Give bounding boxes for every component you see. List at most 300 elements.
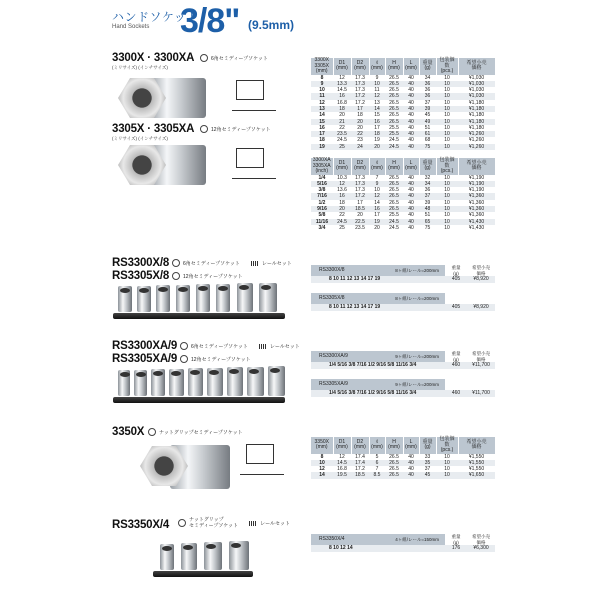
set-code: RS3305XA/9 bbox=[319, 381, 348, 387]
table-cell: 18 bbox=[319, 137, 325, 144]
rail-icon bbox=[251, 261, 259, 266]
table-cell: 10 bbox=[444, 466, 450, 473]
mini-socket bbox=[216, 284, 230, 312]
table-cell: 15 bbox=[311, 119, 333, 125]
table-cell: 20 bbox=[374, 224, 380, 231]
table-cell: 7 bbox=[375, 466, 379, 473]
table-cell: 10 bbox=[444, 87, 450, 94]
table-cell: ¥1,260 bbox=[468, 137, 485, 144]
table-cell: 33 bbox=[424, 453, 431, 460]
table-cell: 24.5 bbox=[385, 144, 403, 150]
table-cell: 40 bbox=[403, 144, 419, 150]
table-cell: 13 bbox=[374, 99, 380, 106]
table-cell: 34 bbox=[419, 181, 436, 187]
rail-bar bbox=[153, 571, 253, 577]
mini-socket bbox=[134, 370, 147, 396]
table-cell: 5/16 bbox=[311, 181, 333, 187]
set-code-bar bbox=[311, 534, 445, 545]
rail-icon bbox=[259, 344, 267, 349]
set-symbol-2 bbox=[172, 272, 243, 280]
table-cell: 25.5 bbox=[389, 124, 399, 131]
price-header: 希望小売 価格 bbox=[472, 265, 490, 276]
spacer bbox=[311, 321, 495, 351]
table-cell: 17 bbox=[374, 212, 380, 219]
table-cell: 8 bbox=[320, 74, 324, 81]
table-cell: 40 bbox=[403, 119, 419, 125]
spec-table-3350x bbox=[311, 437, 496, 479]
table-header-row bbox=[311, 158, 495, 175]
table-cell: ¥1,650 bbox=[458, 472, 495, 478]
mini-socket bbox=[204, 542, 222, 570]
category-title-en: Hand Sockets bbox=[112, 24, 150, 30]
table-cell: 17.3 bbox=[355, 187, 365, 194]
symbol-label: 12角セミディープソケット bbox=[183, 273, 243, 280]
rail-label: レールセット bbox=[269, 343, 300, 350]
product-sub-3300x: (ミリサイズ) (インチサイズ) bbox=[112, 65, 168, 70]
table-cell: 26.5 bbox=[389, 187, 399, 194]
column-header: D2 (mm) bbox=[351, 58, 369, 75]
table-cell: 10 bbox=[444, 137, 450, 144]
table-cell: 40 bbox=[408, 174, 414, 181]
table-cell: 23 bbox=[357, 137, 363, 144]
table-cell: 3/8 bbox=[318, 187, 326, 194]
table-cell: 10 bbox=[311, 460, 333, 466]
table-cell: 10 bbox=[436, 93, 458, 99]
set-title-rs3300xa9: RS3300XA/9 bbox=[112, 340, 178, 352]
table-cell: 17 bbox=[311, 131, 333, 137]
rail-bar bbox=[113, 313, 285, 319]
table-cell: 40 bbox=[408, 187, 414, 194]
set-title-rs3350x4: RS3350X/4 bbox=[112, 519, 170, 531]
product-sub-3305x: (ミリサイズ) (インチサイズ) bbox=[112, 136, 168, 141]
table-cell: 26.5 bbox=[389, 199, 399, 206]
table-cell: 12 bbox=[319, 466, 325, 473]
symbol-label: 6角セミディープソケット bbox=[191, 343, 248, 350]
twelve-point-symbol-icon bbox=[200, 125, 208, 133]
mini-socket bbox=[237, 283, 253, 312]
table-cell: 24.5 bbox=[389, 137, 399, 144]
table-cell: ¥1,180 bbox=[468, 99, 485, 106]
column-header: 包装個数 (pcs.) bbox=[436, 58, 458, 75]
table-cell: ¥1,360 bbox=[458, 193, 495, 199]
table-cell: 75 bbox=[424, 224, 431, 231]
column-header: H (mm) bbox=[385, 58, 403, 75]
weight-header: 重量 (g) bbox=[451, 265, 461, 276]
table-cell: 19.5 bbox=[333, 472, 351, 478]
set-values-row bbox=[311, 390, 495, 397]
spec-table-inch bbox=[311, 158, 496, 231]
table-cell: 16 bbox=[333, 93, 351, 99]
table-cell: 40 bbox=[408, 137, 414, 144]
table-cell: 19 bbox=[374, 137, 380, 144]
set-price: ¥8,920 bbox=[473, 304, 489, 310]
table-cell: ¥1,030 bbox=[458, 93, 495, 99]
twelve-point-symbol-icon bbox=[172, 272, 180, 280]
mini-socket bbox=[181, 543, 197, 570]
table-cell: 26.5 bbox=[389, 466, 399, 473]
table-cell: 18 bbox=[339, 199, 345, 206]
table-cell: 26.5 bbox=[389, 74, 399, 81]
table-cell: 10 bbox=[444, 74, 450, 81]
table-cell: 36 bbox=[424, 187, 431, 194]
set-values-row bbox=[311, 304, 495, 311]
symbol-3305x bbox=[200, 125, 271, 133]
symbol-label: 12角セミディープソケット bbox=[191, 356, 251, 363]
column-header: 3300X 3305X (mm) bbox=[311, 58, 333, 75]
set-desc: 9ヶ組/レール=200mm bbox=[395, 354, 439, 359]
table-cell: 18.5 bbox=[351, 206, 369, 212]
table-cell: ¥1,360 bbox=[468, 212, 485, 219]
table-cell: 12 bbox=[339, 453, 345, 460]
set-code-bar bbox=[311, 379, 445, 390]
table-cell: ¥1,260 bbox=[458, 144, 495, 150]
table-cell: 10 bbox=[444, 99, 450, 106]
table-cell: 10.3 bbox=[337, 174, 347, 181]
table-cell: 40 bbox=[408, 112, 414, 119]
table-cell: 10 bbox=[436, 460, 458, 466]
set-sizes: 1/4 5/16 3/8 7/16 1/2 9/16 5/8 11/16 3/4 bbox=[329, 362, 417, 368]
mini-socket bbox=[196, 284, 210, 312]
set-spec-list bbox=[311, 265, 495, 407]
table-cell: 26.5 bbox=[389, 174, 399, 181]
table-cell: 17 bbox=[357, 199, 363, 206]
set-symbol-4 bbox=[180, 355, 251, 363]
set-code: RS3300XA/9 bbox=[319, 353, 348, 359]
table-cell: 13 bbox=[311, 106, 333, 112]
table-cell: 10 bbox=[436, 181, 458, 187]
table-cell: 20 bbox=[333, 206, 351, 212]
set-values-row bbox=[311, 362, 495, 369]
table-cell: ¥1,180 bbox=[468, 124, 485, 131]
mini-socket bbox=[151, 369, 165, 396]
table-cell: 20 bbox=[369, 144, 385, 150]
table-cell: 10 bbox=[444, 224, 450, 231]
table-cell: 68 bbox=[424, 137, 431, 144]
table-cell: ¥1,190 bbox=[458, 181, 495, 187]
table-cell: 23.5 bbox=[333, 131, 351, 137]
table-cell: 37 bbox=[419, 193, 436, 199]
dimension-line bbox=[232, 178, 276, 179]
set-block-header bbox=[311, 265, 495, 276]
table-cell: 24.5 bbox=[385, 219, 403, 225]
table-cell: 13.6 bbox=[337, 187, 347, 194]
table-cell: ¥1,030 bbox=[468, 87, 485, 94]
category-title-jp: ハンドソケット bbox=[112, 10, 199, 24]
table-cell: 17 bbox=[351, 106, 369, 112]
table-cell: ¥1,430 bbox=[458, 219, 495, 225]
table-cell: 26.5 bbox=[389, 453, 399, 460]
table-cell: 75 bbox=[419, 144, 436, 150]
set-symbol-3 bbox=[180, 342, 300, 350]
rail-icon bbox=[249, 521, 257, 526]
table-cell: 12 bbox=[369, 193, 385, 199]
spec-table-mm bbox=[311, 58, 496, 150]
table-cell: 17.3 bbox=[355, 74, 365, 81]
table-cell: 6 bbox=[369, 460, 385, 466]
price-header: 希望小売 価格 bbox=[472, 351, 490, 362]
table-cell: 10 bbox=[444, 212, 450, 219]
mini-socket bbox=[118, 286, 132, 312]
table-cell: 24.5 bbox=[337, 137, 347, 144]
set-desc: 8ヶ組/レール=200mm bbox=[395, 296, 439, 301]
table-cell: 19 bbox=[369, 219, 385, 225]
table-cell: 14 bbox=[311, 472, 333, 478]
table-cell: 26.5 bbox=[389, 99, 399, 106]
table-cell: 14 bbox=[374, 199, 380, 206]
table-row bbox=[311, 225, 495, 231]
table-cell: 35 bbox=[419, 460, 436, 466]
set-code-bar bbox=[311, 293, 445, 304]
table-cell: 37 bbox=[424, 466, 431, 473]
table-cell: 40 bbox=[403, 131, 419, 137]
set-code-bar bbox=[311, 351, 445, 362]
hex-symbol-icon bbox=[180, 342, 188, 350]
table-cell: 40 bbox=[403, 219, 419, 225]
table-cell: 11 bbox=[311, 93, 333, 99]
set-sizes: 1/4 5/16 3/8 7/16 1/2 9/16 5/8 11/16 3/4 bbox=[329, 390, 417, 396]
mini-socket bbox=[137, 286, 151, 312]
table-cell: 20 bbox=[339, 112, 345, 119]
price-header: 希望小売 価格 bbox=[472, 534, 490, 545]
table-cell: ¥1,180 bbox=[468, 112, 485, 119]
set-values-row bbox=[311, 545, 495, 552]
table-cell: 26.5 bbox=[385, 119, 403, 125]
table-cell: 10 bbox=[436, 81, 458, 87]
table-cell: 39 bbox=[419, 106, 436, 112]
table-cell: 26.5 bbox=[389, 87, 399, 94]
table-cell: ¥1,190 bbox=[468, 174, 485, 181]
table-cell: 36 bbox=[424, 87, 431, 94]
table-cell: ¥1,430 bbox=[468, 224, 485, 231]
table-cell: 10 bbox=[436, 144, 458, 150]
table-cell: 9 bbox=[311, 81, 333, 87]
table-cell: 39 bbox=[424, 199, 431, 206]
table-cell: 16 bbox=[333, 193, 351, 199]
table-cell: 25.5 bbox=[389, 212, 399, 219]
table-cell: 17.3 bbox=[355, 87, 365, 94]
set-spec-rs3350x4 bbox=[311, 534, 495, 562]
symbol-3300x bbox=[200, 54, 268, 62]
table-cell: 10 bbox=[374, 187, 380, 194]
column-header: 希望小売 価格 bbox=[458, 437, 495, 454]
table-cell: 7/16 bbox=[311, 193, 333, 199]
table-cell: 25.5 bbox=[385, 131, 403, 137]
table-cell: 9 bbox=[369, 181, 385, 187]
nut-grip-symbol-icon bbox=[178, 519, 186, 527]
table-cell: 24 bbox=[351, 144, 369, 150]
table-cell: 26.5 bbox=[385, 206, 403, 212]
set-block bbox=[311, 293, 495, 311]
table-cell: 48 bbox=[419, 206, 436, 212]
set-desc: 9ヶ組/レール=200mm bbox=[395, 382, 439, 387]
symbol-label: 6角セミディープソケット bbox=[183, 260, 240, 267]
table-cell: 12 bbox=[333, 181, 351, 187]
rail-label: レールセット bbox=[260, 520, 290, 527]
table-cell: 21 bbox=[333, 119, 351, 125]
table-cell: 11 bbox=[374, 87, 380, 94]
set-code: RS3350X/4 bbox=[319, 536, 345, 542]
mini-socket bbox=[118, 370, 130, 396]
column-header: D1 (mm) bbox=[333, 437, 351, 454]
column-header: L (mm) bbox=[403, 58, 419, 75]
table-cell: 12 bbox=[339, 74, 345, 81]
mini-socket bbox=[268, 366, 285, 396]
table-cell: 10 bbox=[444, 453, 450, 460]
table-cell: 8.5 bbox=[369, 472, 385, 478]
table-cell: 17.2 bbox=[355, 99, 365, 106]
column-header: H (mm) bbox=[385, 158, 403, 175]
set-sizes: 8 10 11 12 13 14 17 19 bbox=[329, 276, 381, 282]
weight-header: 重量 (g) bbox=[451, 534, 461, 545]
table-cell: 17.4 bbox=[351, 460, 369, 466]
table-cell: 40 bbox=[408, 224, 414, 231]
column-header: H (mm) bbox=[385, 437, 403, 454]
column-header: ℓ (mm) bbox=[369, 158, 385, 175]
table-cell: 3/4 bbox=[318, 224, 326, 231]
set-title-rs3305x8: RS3305X/8 bbox=[112, 270, 170, 282]
column-header: 希望小売 価格 bbox=[458, 158, 495, 175]
table-cell: 22 bbox=[339, 212, 345, 219]
table-cell: 26.5 bbox=[385, 81, 403, 87]
table-cell: 15 bbox=[374, 112, 380, 119]
table-cell: 7 bbox=[375, 174, 379, 181]
set-block bbox=[311, 265, 495, 283]
table-cell: 10 bbox=[444, 112, 450, 119]
table-cell: 65 bbox=[419, 219, 436, 225]
product-title-3350x: 3350X bbox=[112, 426, 145, 438]
table-cell: 25 bbox=[339, 224, 345, 231]
column-header: 包装個数 (pcs.) bbox=[436, 437, 458, 454]
set-block-header bbox=[311, 351, 495, 362]
table-cell: 61 bbox=[419, 131, 436, 137]
table-cell: 40 bbox=[403, 93, 419, 99]
table-cell: 45 bbox=[424, 112, 431, 119]
table-cell: 40 bbox=[408, 99, 414, 106]
table-cell: 20 bbox=[357, 124, 363, 131]
table-cell: 14 bbox=[369, 106, 385, 112]
table-cell: 17.3 bbox=[351, 81, 369, 87]
set-weight: 405 bbox=[451, 276, 461, 282]
table-cell: 19 bbox=[311, 144, 333, 150]
table-cell: ¥1,550 bbox=[468, 453, 485, 460]
table-cell: 18.5 bbox=[351, 472, 369, 478]
table-cell: ¥1,180 bbox=[458, 119, 495, 125]
dimension-drawing-3305x bbox=[236, 148, 264, 168]
table-cell: 14 bbox=[319, 112, 325, 119]
mini-socket bbox=[156, 285, 170, 312]
dimension-drawing-3350x bbox=[246, 444, 274, 464]
mini-socket bbox=[169, 369, 184, 396]
set-sizes: 8 10 11 12 13 14 17 19 bbox=[329, 304, 381, 310]
table-cell: 37 bbox=[424, 99, 431, 106]
table-cell: 12 bbox=[319, 99, 325, 106]
set-title-rs3300x8: RS3300X/8 bbox=[112, 257, 170, 269]
table-cell: 9/16 bbox=[311, 206, 333, 212]
symbol-label: 6角セミディープソケット bbox=[211, 55, 268, 62]
table-cell: 40 bbox=[403, 193, 419, 199]
table-cell: 10 bbox=[436, 119, 458, 125]
table-cell: 26.5 bbox=[385, 93, 403, 99]
column-header: 重量 (g) bbox=[419, 437, 436, 454]
mini-socket bbox=[160, 544, 174, 570]
table-cell: 40 bbox=[403, 460, 419, 466]
symbol-label: ナットグリップ セミディープソケット bbox=[189, 517, 239, 529]
table-cell: ¥1,550 bbox=[458, 460, 495, 466]
table-cell: 5/8 bbox=[318, 212, 326, 219]
set-block bbox=[311, 379, 495, 397]
table-cell: 17.4 bbox=[355, 453, 365, 460]
table-cell: 26.5 bbox=[385, 193, 403, 199]
table-cell: 49 bbox=[419, 119, 436, 125]
table-cell: 10 bbox=[436, 219, 458, 225]
mini-socket bbox=[176, 285, 190, 312]
set-price: ¥11,700 bbox=[472, 390, 490, 396]
table-cell: 10 bbox=[444, 174, 450, 181]
table-cell: 18 bbox=[357, 112, 363, 119]
table-cell: 32 bbox=[424, 174, 431, 181]
drive-size: 3/8" bbox=[180, 2, 240, 40]
table-cell: 40 bbox=[408, 212, 414, 219]
table-cell: 16 bbox=[369, 206, 385, 212]
table-cell: 45 bbox=[419, 472, 436, 478]
table-cell: 17 bbox=[374, 124, 380, 131]
table-cell: 17.2 bbox=[351, 193, 369, 199]
hex-symbol-icon bbox=[200, 54, 208, 62]
symbol-rs3350x4 bbox=[178, 517, 290, 529]
nut-grip-symbol-icon bbox=[148, 428, 156, 436]
table-cell: 22 bbox=[351, 131, 369, 137]
table-cell: 40 bbox=[408, 453, 414, 460]
set-desc: 8ヶ組/レール=200mm bbox=[395, 268, 439, 273]
table-cell: 10 bbox=[369, 81, 385, 87]
table-cell: 16 bbox=[319, 124, 325, 131]
set-weight: 176 bbox=[451, 545, 461, 551]
table-cell: 51 bbox=[424, 212, 431, 219]
column-header: D1 (mm) bbox=[333, 158, 351, 175]
drive-size-mm: (9.5mm) bbox=[248, 18, 295, 32]
set-block bbox=[311, 351, 495, 369]
table-cell: 10 bbox=[436, 206, 458, 212]
table-cell: 1/2 bbox=[318, 199, 326, 206]
symbol-3350x bbox=[148, 428, 243, 436]
table-cell: 51 bbox=[424, 124, 431, 131]
column-header: 重量 (g) bbox=[419, 158, 436, 175]
set-weight: 460 bbox=[451, 362, 461, 368]
table-cell: 17.3 bbox=[351, 181, 369, 187]
column-header: 包装個数 (pcs.) bbox=[436, 158, 458, 175]
table-cell: 40 bbox=[403, 181, 419, 187]
table-cell: 22.5 bbox=[351, 219, 369, 225]
table-cell: 40 bbox=[408, 87, 414, 94]
table-cell: ¥1,180 bbox=[458, 106, 495, 112]
table-cell: 26.5 bbox=[385, 181, 403, 187]
mini-socket bbox=[227, 367, 243, 396]
mini-socket bbox=[188, 368, 203, 396]
table-cell: 25 bbox=[333, 144, 351, 150]
table-cell: 17.3 bbox=[355, 174, 365, 181]
column-header: D1 (mm) bbox=[333, 58, 351, 75]
table-header-row bbox=[311, 437, 495, 454]
table-cell: 40 bbox=[408, 199, 414, 206]
set-code: RS3300X/8 bbox=[319, 267, 345, 273]
set-desc: 4ヶ組/レール=150mm bbox=[395, 537, 439, 542]
mini-socket bbox=[247, 367, 264, 396]
column-header: ℓ (mm) bbox=[369, 58, 385, 75]
set-weight: 460 bbox=[451, 390, 461, 396]
column-header: D2 (mm) bbox=[351, 437, 369, 454]
table-cell: 24.5 bbox=[389, 224, 399, 231]
table-cell: 10 bbox=[444, 187, 450, 194]
